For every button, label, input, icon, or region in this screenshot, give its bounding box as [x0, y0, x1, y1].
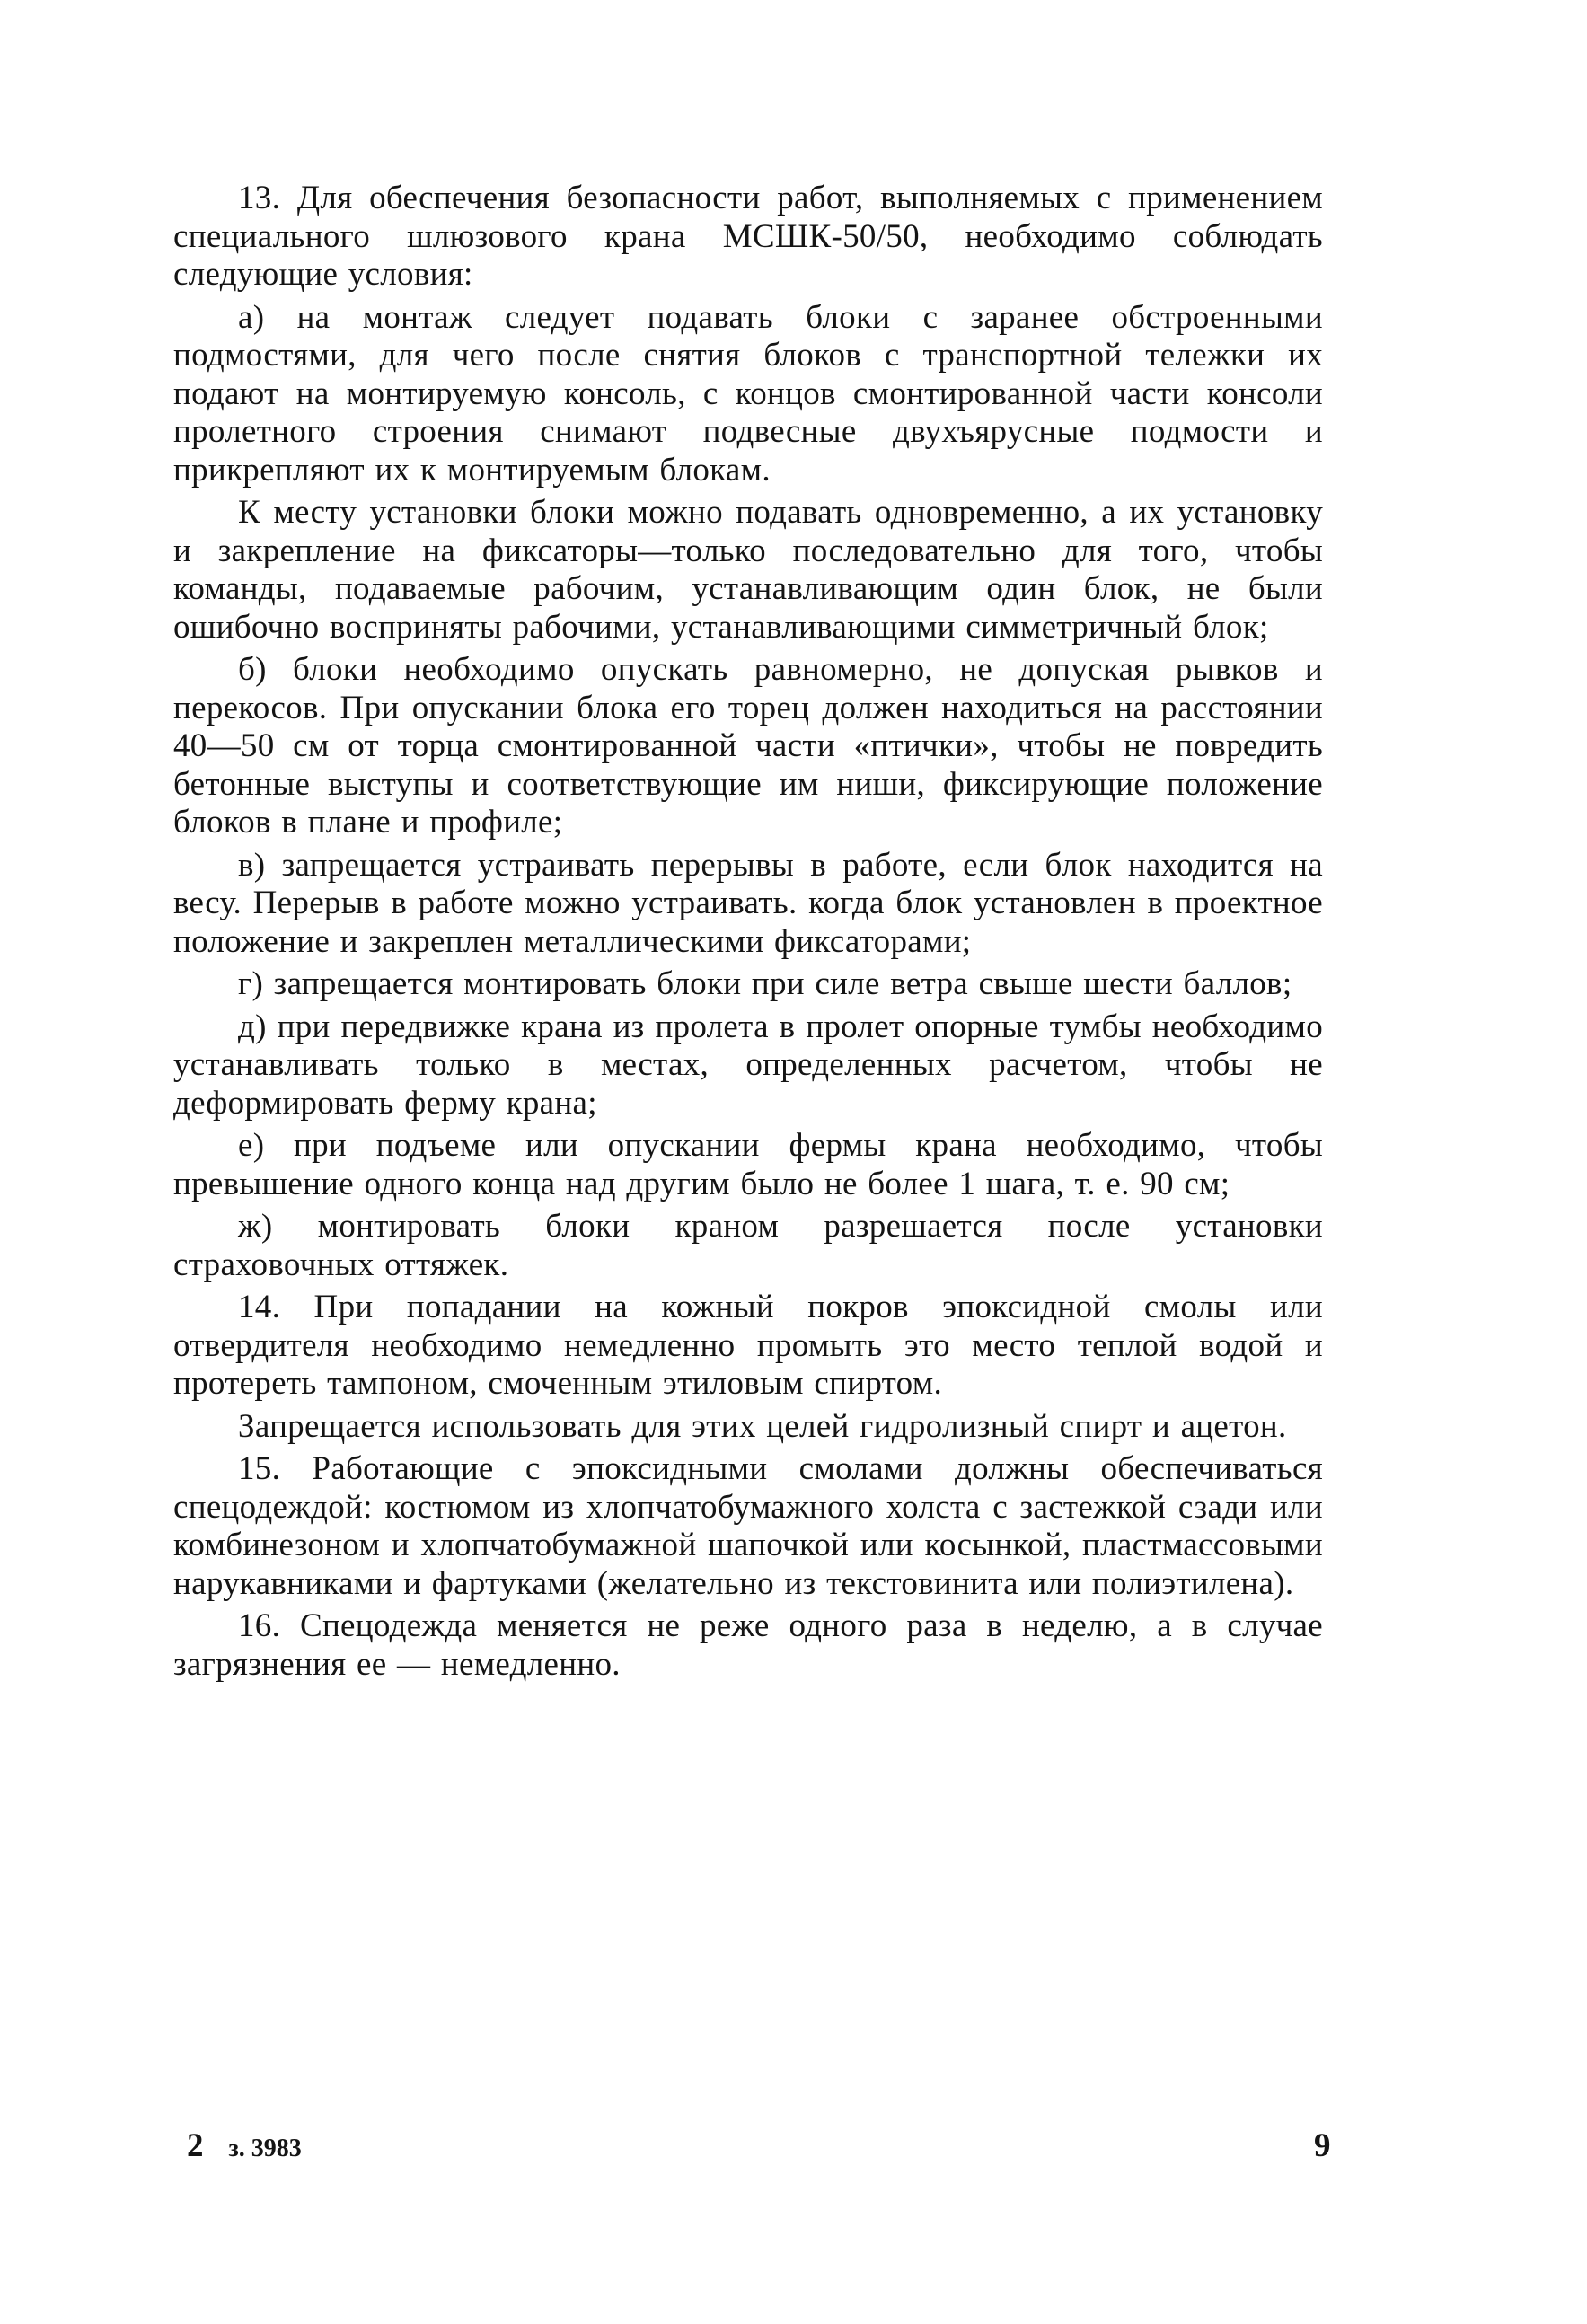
paragraph-15: 15. Работающие с эпоксидными смолами должны обеспечиваться спецодеждой: костюмом из хлопчатобумажного холста с застежкой сзади или комбинезоном и хлопчатобумажной шапочкой или косынкой, пластмассовыми нарукавниками и фартуками (желательно из текстовинита или полиэтилена).: [173, 1450, 1323, 1602]
paragraph-13zh: ж) монтировать блоки краном разрешается после установки страховочных оттяжек.: [173, 1208, 1323, 1283]
paragraph-13e: е) при подъеме или опускании фермы крана необходимо, чтобы превышение одного конца над другим было не более 1 шага, т. е. 90 см;: [173, 1127, 1323, 1202]
paragraph-16: 16. Спецодежда меняется не реже одного раза в неделю, а в случае загрязнения ее — немедленно.: [173, 1607, 1323, 1683]
paragraph-13a-cont: К месту установки блоки можно подавать одновременно, а их установку и закрепление на фиксаторы—только последовательно для того, чтобы команды, подаваемые рабочим, устанавливающим один блок, не были ошибочно восприняты рабочими, устанавливающими симметричный блок;: [173, 494, 1323, 646]
paragraph-13: 13. Для обеспечения безопасности работ, выполняемых с применением специального шлюзового крана МСШК-50/50, необходимо соблюдать следующие условия:: [173, 180, 1323, 293]
paragraph-14: 14. При попадании на кожный покров эпоксидной смолы или отвердителя необходимо немедленно промыть это место теплой водой и протереть тампоном, смоченным этиловым спиртом.: [173, 1289, 1323, 1402]
paragraph-13d: д) при передвижке крана из пролета в пролет опорные тумбы необходимо устанавливать только в местах, определенных расчетом, чтобы не деформировать ферму крана;: [173, 1008, 1323, 1122]
footer-signature: [187, 2126, 302, 2165]
page-number: 9: [1314, 2127, 1331, 2164]
paragraph-13g: г) запрещается монтировать блоки при силе ветра свыше шести баллов;: [238, 965, 1292, 1002]
paragraph-13b: б) блоки необходимо опускать равномерно, не допуская рывков и перекосов. При опускании блока его торец должен находиться на расстоянии 40—50 см от торца смонтированной части «птички», чтобы не повредить бетонные выступы и соответствующие им ниши, фиксирующие положение блоков в плане и профиле;: [173, 651, 1323, 841]
paragraph-13a: а) на монтаж следует подавать блоки с заранее обстроенными подмостями, для чего после снятия блоков с транспортной тележки их подают на монтируемую консоль, с концов смонтированной части консоли пролетного строения снимают подвесные двухъярусные подмости и прикрепляют их к монтируемым блокам.: [173, 298, 1323, 489]
print-order: з. 3983: [228, 2135, 302, 2162]
paragraph-13v: в) запрещается устраивать перерывы в работе, если блок находится на весу. Перерыв в работе можно устраивать. когда блок установлен в проектное положение и закреплен металлическими фиксаторами;: [173, 846, 1323, 960]
body-text: [173, 180, 1323, 1688]
paragraph-14-cont: Запрещается использовать для этих целей гидролизный спирт и ацетон.: [238, 1407, 1287, 1445]
signature-mark: 2: [187, 2127, 204, 2164]
